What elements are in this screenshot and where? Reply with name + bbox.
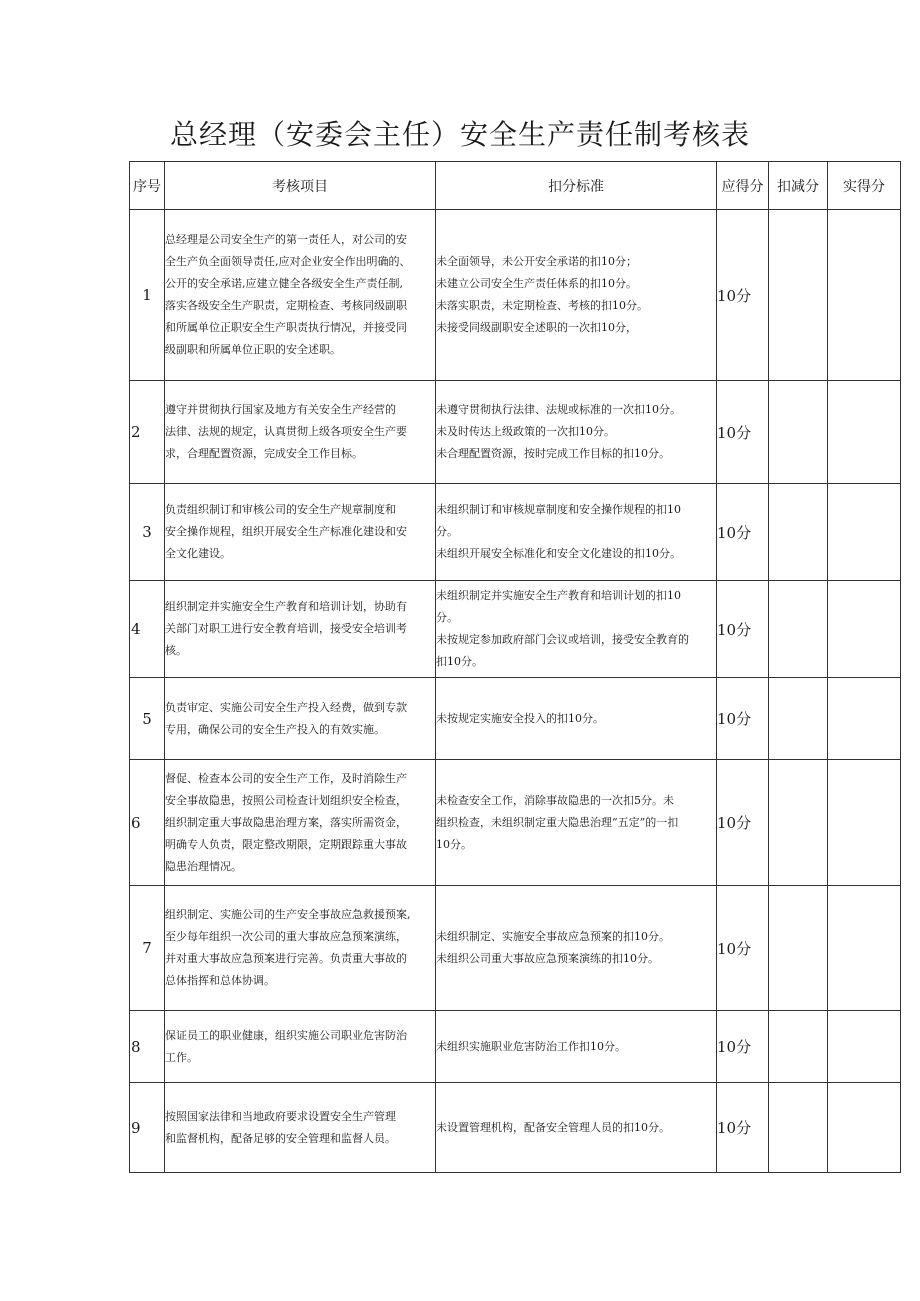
row-deduct-cell[interactable] [769,1083,828,1173]
row-deduct-cell[interactable] [769,210,828,381]
row-seq: 2 [130,381,165,484]
row-actual-cell[interactable] [828,1083,901,1173]
table-row [130,886,901,1011]
row-deduct-cell[interactable] [769,484,828,581]
table-row [130,1083,901,1173]
row-criteria: 未组织制订和审核规章制度和安全操作规程的扣10 分。 未组织开展安全标准化和安全文化建设的扣10分。 [436,484,717,581]
row-actual-cell[interactable] [828,484,901,581]
header-seq: 序号 [130,162,165,210]
row-deduct-cell[interactable] [769,581,828,678]
row-criteria: 未组织制定、实施安全事故应急预案的扣10分。 未组织公司重大事故应急预案演练的扣10分。 [436,886,717,1011]
row-seq: 4 [130,581,165,678]
table-row [130,581,901,678]
row-seq: 7 [130,886,165,1011]
row-criteria: 未设置管理机构，配备安全管理人员的扣10分。 [436,1083,717,1173]
row-seq: 8 [130,1011,165,1083]
row-item: 组织制定并实施安全生产教育和培训计划，协助有 关部门对职工进行安全教育培训，接受安全培训考 核。 [165,581,436,678]
table-row [130,1011,901,1083]
row-item: 总经理是公司安全生产的第一责任人，对公司的安 全生产负全面领导责任,应对企业安全作出明确的、 公开的安全承诺,应建立健全各级安全生产责任制, 落实各级安全生产职责，定期检查、考核同级副职 和所属单位正职安全生产职责执行情况，并接受同 级副职和所属单位正职的安全述职。 [165,210,436,381]
row-item: 遵守并贯彻执行国家及地方有关安全生产经营的 法律、法规的规定，认真贯彻上级各项安全生产要 求，合理配置资源，完成安全工作目标。 [165,381,436,484]
table-row [130,210,901,381]
row-item: 负责审定、实施公司安全生产投入经费，做到专款 专用，确保公司的安全生产投入的有效实施。 [165,678,436,760]
row-should-score: 10分 [717,678,769,760]
table-row [130,678,901,760]
table-row [130,760,901,886]
row-criteria: 未检查安全工作，消除事故隐患的一次扣5分。未 组织检查，未组织制定重大隐患治理“五定”的一扣 10分。 [436,760,717,886]
row-deduct-cell[interactable] [769,760,828,886]
row-criteria: 未按规定实施安全投入的扣10分。 [436,678,717,760]
row-actual-cell[interactable] [828,886,901,1011]
row-should-score: 10分 [717,581,769,678]
row-seq: 6 [130,760,165,886]
row-should-score: 10分 [717,484,769,581]
row-deduct-cell[interactable] [769,381,828,484]
row-actual-cell[interactable] [828,760,901,886]
row-actual-cell[interactable] [828,581,901,678]
header-criteria: 扣分标准 [436,162,717,210]
header-actual-score: 实得分 [828,162,901,210]
row-deduct-cell[interactable] [769,886,828,1011]
row-actual-cell[interactable] [828,1011,901,1083]
header-should-score: 应得分 [717,162,769,210]
row-item: 组织制定、实施公司的生产安全事故应急救援预案, 至少每年组织一次公司的重大事故应急预案演练， 并对重大事故应急预案进行完善。负责重大事故的 总体指挥和总体协调。 [165,886,436,1011]
table-row [130,381,901,484]
row-should-score: 10分 [717,1083,769,1173]
row-should-score: 10分 [717,210,769,381]
row-deduct-cell[interactable] [769,678,828,760]
row-seq: 9 [130,1083,165,1173]
page-title: 总经理（安委会主任）安全生产责任制考核表 [169,118,750,151]
assessment-table [129,161,901,1173]
row-should-score: 10分 [717,886,769,1011]
row-item: 负责组织制订和审核公司的安全生产规章制度和 安全操作规程，组织开展安全生产标准化建设和安 全文化建设。 [165,484,436,581]
row-criteria: 未遵守贯彻执行法律、法规或标准的一次扣10分。 未及时传达上级政策的一次扣10分。 未合理配置资源，按时完成工作目标的扣10分。 [436,381,717,484]
row-should-score: 10分 [717,1011,769,1083]
header-item: 考核项目 [165,162,436,210]
row-actual-cell[interactable] [828,678,901,760]
row-criteria: 未全面领导，未公开安全承诺的扣10分； 未建立公司安全生产责任体系的扣10分。 未落实职责，未定期检查、考核的扣10分。 未接受同级副职安全述职的一次扣10分， [436,210,717,381]
header-row [130,162,901,210]
row-criteria: 未组织实施职业危害防治工作扣10分。 [436,1011,717,1083]
row-should-score: 10分 [717,760,769,886]
row-item: 保证员工的职业健康，组织实施公司职业危害防治 工作。 [165,1011,436,1083]
row-deduct-cell[interactable] [769,1011,828,1083]
table-row [130,484,901,581]
row-seq: 5 [130,678,165,760]
row-seq: 1 [130,210,165,381]
row-should-score: 10分 [717,381,769,484]
row-seq: 3 [130,484,165,581]
row-criteria: 未组织制定并实施安全生产教育和培训计划的扣10 分。 未按规定参加政府部门会议或培训，接受安全教育的 扣10分。 [436,581,717,678]
row-actual-cell[interactable] [828,210,901,381]
row-item: 督促、检查本公司的安全生产工作，及时消除生产 安全事故隐患，按照公司检查计划组织安全检查， 组织制定重大事故隐患治理方案，落实所需资金， 明确专人负责，限定整改期限，定期跟踪重大事故 隐患治理情况。 [165,760,436,886]
row-item: 按照国家法律和当地政府要求设置安全生产管理 和监督机构，配备足够的安全管理和监督人员。 [165,1083,436,1173]
header-deduct-score: 扣减分 [769,162,828,210]
row-actual-cell[interactable] [828,381,901,484]
